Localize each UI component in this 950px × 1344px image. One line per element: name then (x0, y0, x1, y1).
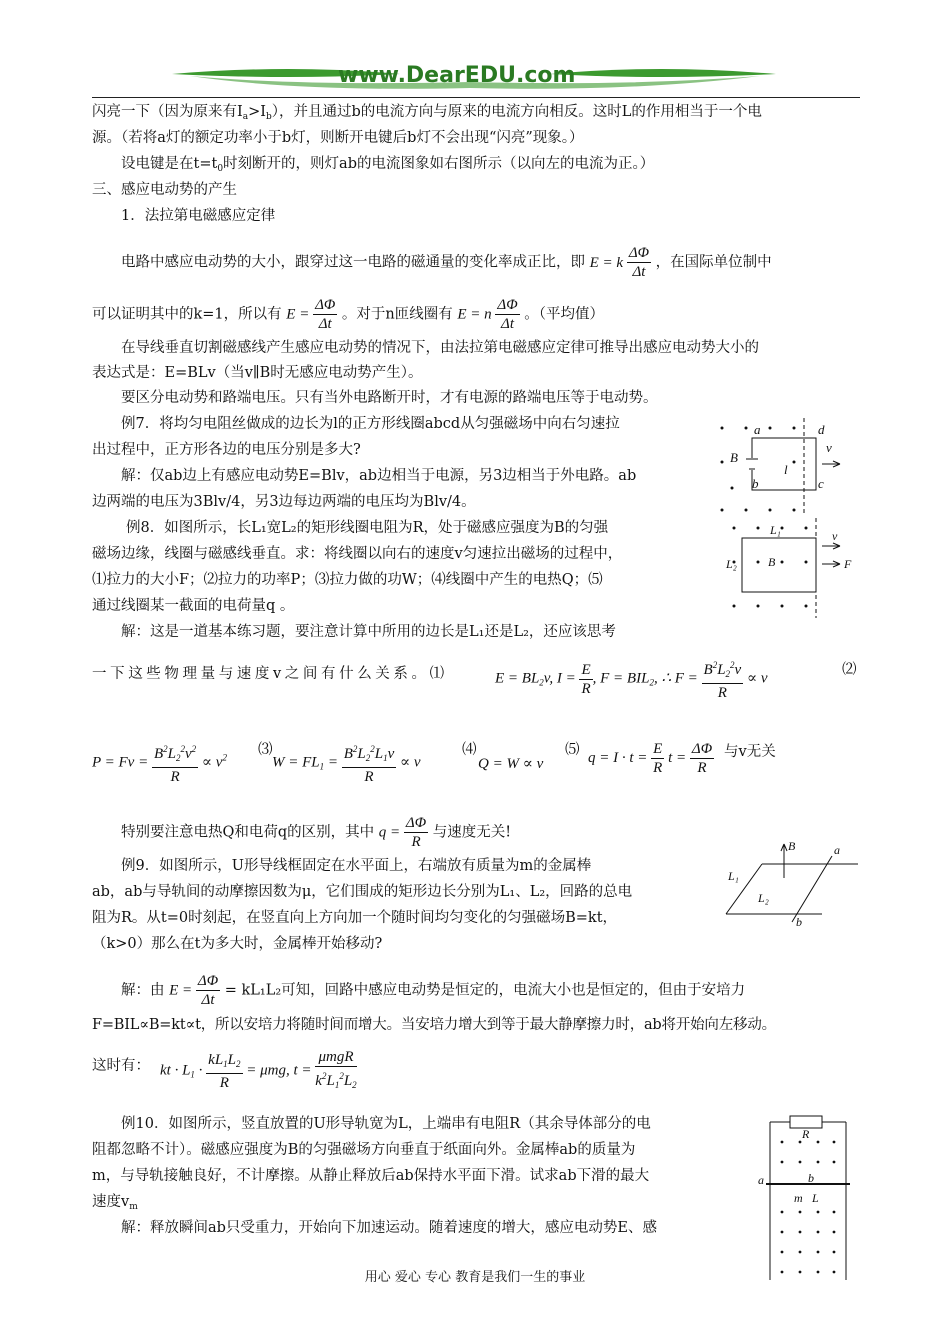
fig8-label-F: F (844, 557, 852, 571)
figure-ex8 (718, 518, 868, 618)
figure-ex10 (758, 1112, 858, 1282)
field-dot (799, 1161, 802, 1164)
text-line: 这时有： (92, 1058, 150, 1074)
text-line: 例7．将均匀电阻丝做成的边长为l的正方形线圈abcd从匀强磁场中向右匀速拉 (121, 416, 620, 432)
fig7-label-B: B (730, 450, 738, 465)
fig9-label-B: B (788, 839, 796, 853)
text-line: m，与导轨接触良好，不计摩擦。从静止释放后ab保持水平面下滑。试求ab下滑的最大 (92, 1168, 650, 1184)
fig10-label-R: R (802, 1127, 810, 1141)
text-line: 表达式是：E=BLv（当v∥B时无感应电动势产生）。 (92, 365, 423, 381)
fig7-label-v: v (826, 440, 832, 455)
formula-4: Q = W ∝ v (478, 756, 544, 772)
fig9-label-L2: L₂ (758, 891, 769, 905)
field-dot (833, 1161, 836, 1164)
section-heading: 三、感应电动势的产生 (92, 182, 237, 198)
text-line: 例9．如图所示，U形导线框固定在水平面上，右端放有质量为m的金属棒 (121, 858, 592, 874)
text-line: ab，ab与导轨间的动摩擦因数为μ，它们围成的矩形边长分别为L₁、L₂，回路的总电 (92, 884, 633, 900)
fig9-label-b: b (796, 915, 802, 929)
text-line: 通过线圈某一截面的电荷量q 。 (92, 598, 295, 614)
field-dot (799, 1251, 802, 1254)
text-line: 要区分电动势和路端电压。只有当外电路断开时，才有电源的路端电压等于电动势。 (121, 390, 658, 406)
formula-1: $E = BL_2v$, I = $\frac{E}{R}$ , $F = BIL_2$, ∴ F = $\frac{B^2L_2^2v}{R}$ ∝ v (495, 656, 768, 702)
enum-label: ⑵ (842, 662, 857, 678)
formula-5: q = I · t = $\frac{E}{R}$ t = $\frac{\Delta\Phi}{R}$ (588, 741, 713, 776)
formula-2: P = Fv = $\frac{B^2L_2^2v^2}{R}$ ∝ $v^2$ (92, 740, 227, 786)
field-dot (833, 1141, 836, 1144)
field-dot (781, 1211, 784, 1214)
text-line: 可以证明其中的k=1，所以有 E = $\frac{\Delta\Phi}{\Delta t}$ 。对于n匝线圈有 E = n $\frac{\Delta\Phi}{\Delta t}$ 。（平均值） (92, 297, 605, 332)
text-line: （k>0）那么在t为多大时，金属棒开始移动? (92, 936, 383, 952)
field-dot (817, 1231, 820, 1234)
fig10-label-m: m (794, 1191, 803, 1205)
fig8-label-B: B (768, 555, 776, 569)
fig7-label-a: a (754, 422, 761, 437)
text-line: F=BIL∝B=kt∝t，所以安培力将随时间而增大。当安培力增大到等于最大静摩擦力时，ab将开始向左移动。 (92, 1017, 776, 1033)
text-line: 源。（若将a灯的额定功率小于b灯，则断开电键后b灯不会出现“闪亮”现象。） (92, 130, 584, 146)
footer-text: 用心 爱心 专心 教育是我们一生的事业 (364, 1270, 586, 1285)
text-line: 闪亮一下（因为原来有$I_a>I_b$），并且通过b的电流方向与原来的电流方向相反。这时L的作用相当于一个电 (92, 104, 762, 122)
enum-label: ⑸ (565, 742, 580, 758)
subsection-heading: 1．法拉第电磁感应定律 (121, 208, 276, 224)
field-dot (817, 1211, 820, 1214)
enum-label: ⑶ (258, 742, 273, 758)
header-rule (92, 97, 860, 98)
fig7-label-l: l (784, 462, 788, 477)
text-line: 速度$v_m$ (92, 1194, 138, 1212)
header-site-text: www.DearEDU.com (338, 63, 576, 88)
fig10-label-a: a (758, 1173, 764, 1187)
field-dot (781, 1231, 784, 1234)
fig8-label-L1: L₁ (770, 523, 781, 537)
fig9-label-L1: L₁ (728, 869, 739, 883)
formula-3: $W = FL_1$ = $\frac{B^2L_2^2L_1v}{R}$ ∝ v (272, 740, 421, 786)
text-line: 解：由 E = $\frac{\Delta\Phi}{\Delta t}$ = kL₁L₂可知，回路中感应电动势是恒定的，电流大小也是恒定的，但由于安培力 (121, 973, 746, 1008)
figure-ex9 (722, 838, 862, 930)
enum-label: ⑷ (462, 742, 477, 758)
field-dot (799, 1141, 802, 1144)
text-line: 在导线垂直切割磁感线产生感应电动势的情况下，由法拉第电磁感应定律可推导出感应电动势大小的 (121, 340, 759, 356)
fig7-label-c: c (818, 476, 824, 491)
fig8-label-L2: L₂ (726, 557, 737, 571)
text-line: 一下这些物理量与速度v之间有什么关系。⑴ (92, 666, 448, 682)
field-dot (833, 1211, 836, 1214)
text-line: 边两端的电压为3Blv/4，另3边每边两端的电压均为Blv/4。 (92, 494, 476, 510)
text-line: 阻为R。从t=0时刻起，在竖直向上方向加一个随时间均匀变化的匀强磁场B=kt， (92, 910, 618, 926)
text-line: 例10．如图所示，竖直放置的U形导轨宽为L，上端串有电阻R（其余导体部分的电 (121, 1116, 651, 1132)
fig9-label-a: a (834, 843, 840, 857)
fig10-label-b: b (808, 1171, 814, 1185)
fig7-label-d: d (818, 422, 825, 437)
field-dot (781, 1141, 784, 1144)
field-dot (799, 1211, 802, 1214)
text-line: 出过程中，正方形各边的电压分别是多大? (92, 442, 361, 458)
field-dot (799, 1231, 802, 1234)
field-dot (833, 1231, 836, 1234)
field-dot (817, 1161, 820, 1164)
figure-ex7 (712, 418, 862, 518)
fig8-label-v: v (832, 529, 838, 543)
field-dot (817, 1141, 820, 1144)
text-line: 磁场边缘，线圈与磁感线垂直。求：将线圈以向右的速度v匀速拉出磁场的过程中， (92, 546, 623, 562)
field-dot (833, 1251, 836, 1254)
text-line: ⑴拉力的大小F；⑵拉力的功率P；⑶拉力做的功W；⑷线圈中产生的电热Q；⑸ (92, 572, 603, 588)
text-line: 特别要注意电热Q和电荷q的区别，其中 q = $\frac{\Delta\Phi}{R}$ 与速度无关! (121, 815, 512, 850)
formula-6: kt · $L_1$ · $\frac{kL_1L_2}{R}$ = μmg, t = $\frac{\text{μmgR}}{k^2L_1^2L_2}$ (160, 1049, 357, 1091)
text-line: 设电键是在$t=t_0$时刻断开的，则灯ab的电流图象如右图所示（以向左的电流为正。） (121, 156, 655, 174)
fig10-label-L: L (812, 1191, 819, 1205)
field-dot (781, 1161, 784, 1164)
text-line: 电路中感应电动势的大小，跟穿过这一电路的磁通量的变化率成正比，即 E = k $\frac{\Delta\Phi}{\Delta t}$ ，在国际单位制中 (121, 245, 772, 280)
text-line: 阻都忽略不计）。磁感应强度为B的匀强磁场方向垂直于纸面向外。金属棒ab的质量为 (92, 1142, 636, 1158)
field-dot (781, 1251, 784, 1254)
field-dot (817, 1251, 820, 1254)
text-line: 解：这是一道基本练习题，要注意计算中所用的边长是L₁还是L₂，还应该思考 (121, 624, 616, 640)
text-line: 与v无关 (724, 744, 776, 760)
text-line: 例8．如图所示，长L₁宽L₂的矩形线圈电阻为R，处于磁感应强度为B的匀强 (126, 520, 609, 536)
text-line: 解：仅ab边上有感应电动势E=Blv，ab边相当于电源，另3边相当于外电路。ab (121, 468, 637, 484)
text-line: 解：释放瞬间ab只受重力，开始向下加速运动。随着速度的增大，感应电动势E、感 (121, 1220, 658, 1236)
fig7-label-b: b (752, 476, 759, 491)
